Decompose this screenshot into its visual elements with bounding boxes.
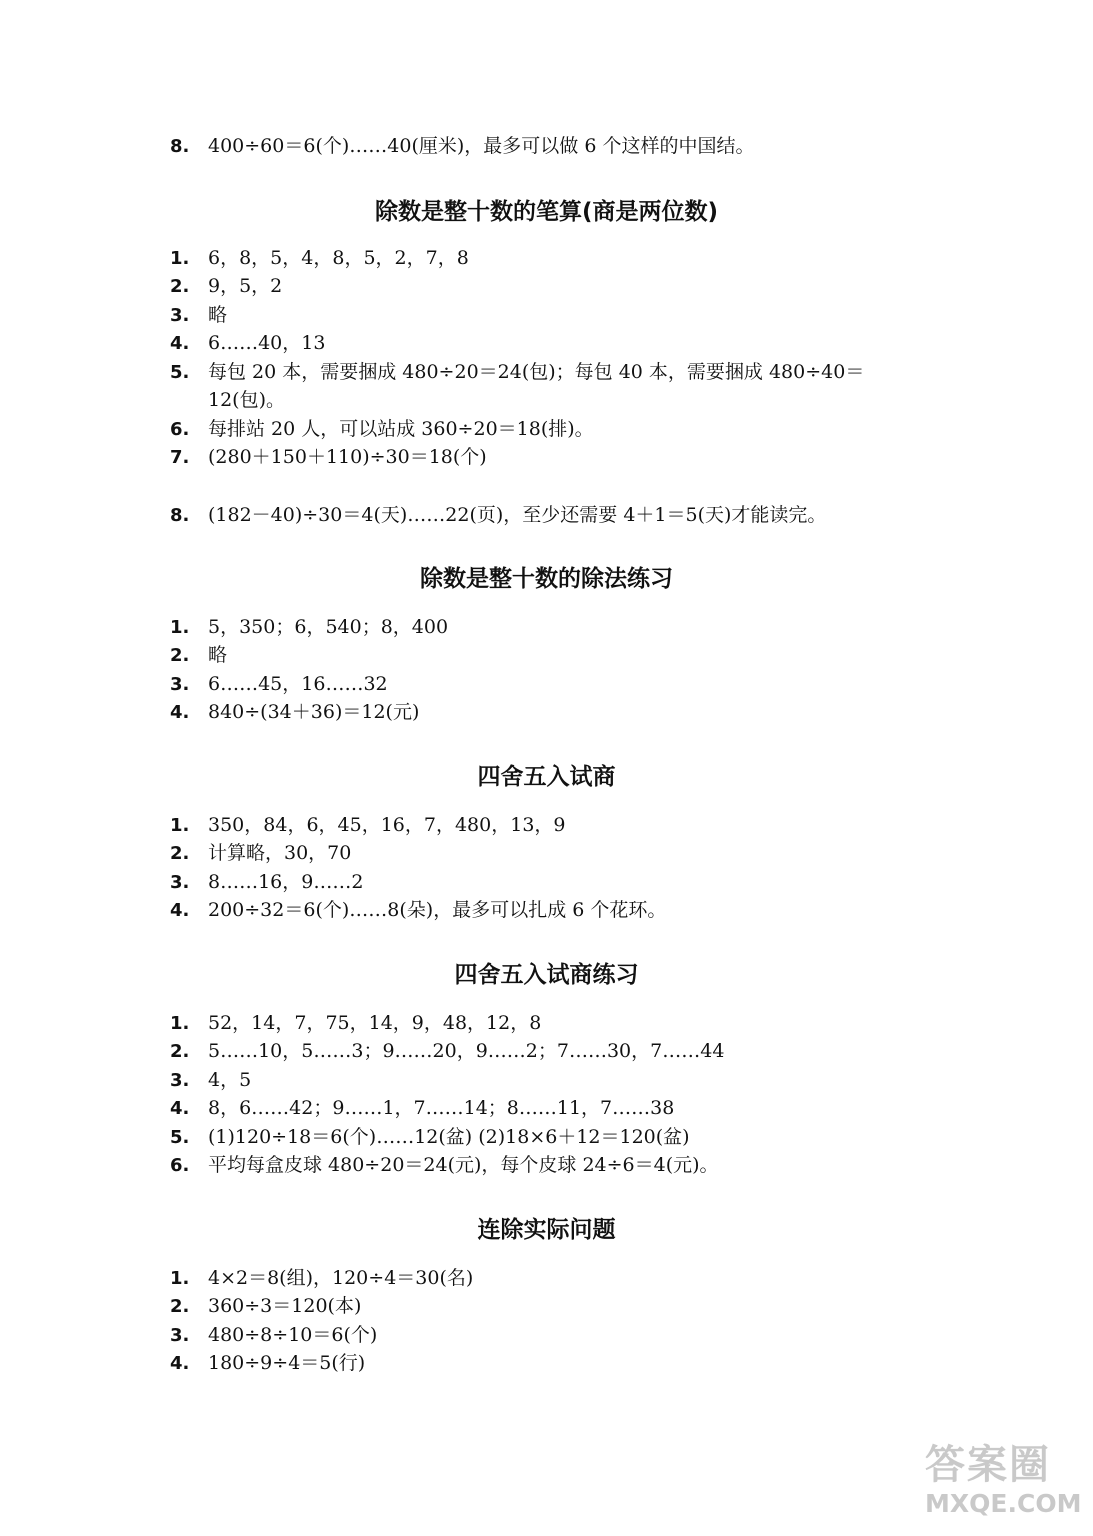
answer-item <box>170 1094 674 1122</box>
item-text: 略 <box>208 304 228 326</box>
item-number: 3. <box>170 872 190 893</box>
item-text: 200÷32＝6(个)……8(朵)，最多可以扎成 6 个花环。 <box>208 899 667 921</box>
item-text: 6……45，16……32 <box>208 673 388 695</box>
item-number: 1. <box>170 1013 190 1034</box>
item-number: 1. <box>170 617 190 638</box>
answer-item <box>170 1321 377 1349</box>
section-title: 四舍五入试商练习 <box>454 962 639 988</box>
item-number: 6. <box>170 419 190 440</box>
item-number: 5. <box>170 1127 190 1148</box>
item-text: (182－40)÷30＝4(天)……22(页)，至少还需要 4＋1＝5(天)才能读完。 <box>208 504 827 526</box>
answer-item <box>170 415 594 443</box>
item-text: 52，14，7，75，14，9，48，12，8 <box>208 1012 542 1034</box>
answer-item <box>170 1123 690 1151</box>
answer-item <box>170 613 448 641</box>
item-number: 1. <box>170 248 190 269</box>
item-text: 480÷8÷10＝6(个) <box>208 1324 378 1346</box>
answer-item <box>170 641 227 669</box>
answer-item <box>170 244 469 272</box>
item-text: 每包 20 本，需要捆成 480÷20＝24(包)；每包 40 本，需要捆成 480÷40＝ <box>208 361 865 383</box>
answer-item <box>170 1066 251 1094</box>
item-number: 5. <box>170 362 190 383</box>
item-text: 5……10，5……3；9……20，9……2；7……30，7……44 <box>208 1040 725 1062</box>
answer-item <box>170 1264 473 1292</box>
answer-item <box>170 896 666 924</box>
item-text: (1)120÷18＝6(个)……12(盆) (2)18×6＋12＝120(盆) <box>208 1126 690 1148</box>
item-text: 略 <box>208 644 228 666</box>
answer-item <box>170 358 864 386</box>
item-text: 4，5 <box>208 1069 252 1091</box>
section-title: 除数是整十数的除法练习 <box>420 566 673 592</box>
item-number: 2. <box>170 843 190 864</box>
answer-item <box>170 501 826 529</box>
answer-item <box>170 329 325 357</box>
item-text: 5，350；6，540；8，400 <box>208 616 449 638</box>
item-number: 4. <box>170 1353 190 1374</box>
item-text: (280＋150＋110)÷30＝18(个) <box>208 446 487 468</box>
answer-item <box>170 132 754 160</box>
item-text: 每排站 20 人，可以站成 360÷20＝18(排)。 <box>208 418 594 440</box>
item-number: 8. <box>170 505 190 526</box>
item-number: 3. <box>170 674 190 695</box>
answer-item <box>170 868 363 896</box>
item-text: 360÷3＝120(本) <box>208 1295 362 1317</box>
item-number: 2. <box>170 1296 190 1317</box>
answer-item <box>170 670 388 698</box>
item-number: 6. <box>170 1155 190 1176</box>
item-text: 400÷60＝6(个)……40(厘米)，最多可以做 6 个这样的中国结。 <box>208 135 755 157</box>
answer-item <box>170 1349 365 1377</box>
item-text: 350，84，6，45，16，7，480，13，9 <box>208 814 566 836</box>
item-number: 2. <box>170 1041 190 1062</box>
watermark-text: 答案圈 <box>925 1442 1051 1488</box>
answer-item <box>170 272 282 300</box>
item-text: 6……40，13 <box>208 332 326 354</box>
answer-item <box>170 301 227 329</box>
item-text: 8，6……42；9……1，7……14；8……11，7……38 <box>208 1097 675 1119</box>
item-number: 4. <box>170 333 190 354</box>
section-title: 除数是整十数的笔算(商是两位数) <box>374 199 719 225</box>
answer-item <box>170 1151 719 1179</box>
item-number: 1. <box>170 815 190 836</box>
item-text: 8……16，9……2 <box>208 871 364 893</box>
item-text-continuation: 12(包)。 <box>208 389 286 411</box>
item-number: 4. <box>170 1098 190 1119</box>
item-number: 8. <box>170 136 190 157</box>
item-text: 9，5，2 <box>208 275 283 297</box>
item-number: 1. <box>170 1268 190 1289</box>
section-title: 连除实际问题 <box>477 1217 616 1243</box>
item-number: 7. <box>170 447 190 468</box>
item-number: 4. <box>170 900 190 921</box>
item-number: 2. <box>170 276 190 297</box>
item-number: 3. <box>170 305 190 326</box>
answer-item <box>170 1037 724 1065</box>
item-text: 180÷9÷4＝5(行) <box>208 1352 366 1374</box>
answer-item <box>170 1292 361 1320</box>
item-number: 2. <box>170 645 190 666</box>
answer-item <box>170 698 419 726</box>
answer-item <box>170 443 487 471</box>
answer-item <box>170 1009 541 1037</box>
item-text: 计算略，30，70 <box>208 842 352 864</box>
item-number: 4. <box>170 702 190 723</box>
item-text: 4×2＝8(组)，120÷4＝30(名) <box>208 1267 474 1289</box>
section-title: 四舍五入试商 <box>477 764 616 790</box>
item-number: 3. <box>170 1325 190 1346</box>
item-text: 6，8，5，4，8，5，2，7，8 <box>208 247 469 269</box>
answer-item <box>170 839 351 867</box>
item-number: 3. <box>170 1070 190 1091</box>
watermark-logo <box>925 1440 1082 1526</box>
watermark-url: MXQE.COM <box>925 1489 1082 1518</box>
answer-item <box>170 811 566 839</box>
item-text: 平均每盒皮球 480÷20＝24(元)，每个皮球 24÷6＝4(元)。 <box>208 1154 719 1176</box>
item-text: 840÷(34＋36)＝12(元) <box>208 701 420 723</box>
